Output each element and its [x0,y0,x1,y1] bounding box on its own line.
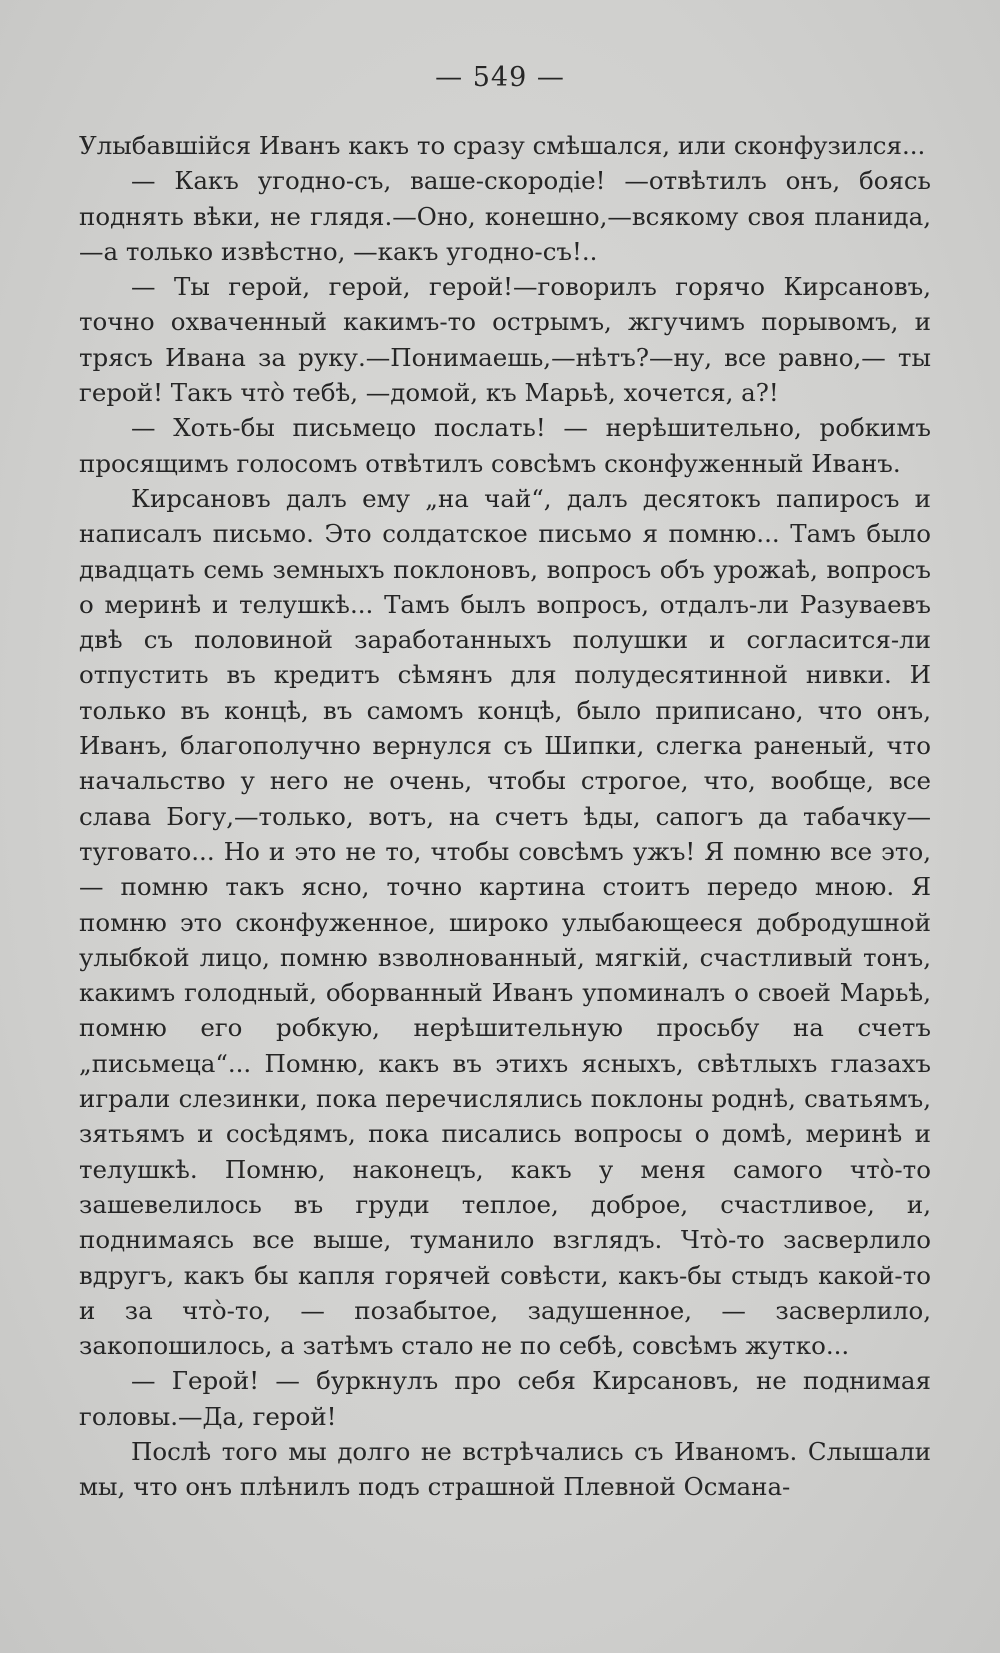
paragraph-3: — Ты герой, герой, герой!—говорилъ горячо Кирсановъ, точно охваченный какимъ-то острымъ, жгучимъ порывомъ, и трясъ Ивана за руку.—Понимаешь,—нѣтъ?—ну, все равно,— ты герой! Такъ что̀ тебѣ, —домой, къ Марьѣ, хочется, а?! [79,272,931,408]
paragraph-1: Улыбавшійся Иванъ какъ то сразу смѣшался, или сконфузился... [79,131,926,160]
paragraph-4: — Хоть-бы письмецо послать! — нерѣшительно, робкимъ просящимъ голосомъ отвѣтилъ совсѣмъ сконфуженный Иванъ. [79,413,931,478]
body-text [79,128,931,1505]
page-number: — 549 — [435,62,565,93]
paragraph-5: Кирсановъ далъ ему „на чай“, далъ десятокъ папиросъ и написалъ письмо. Это солдатское письмо я помню... Тамъ было двадцать семь земныхъ поклоновъ, вопросъ объ урожаѣ, вопросъ о меринѣ и телушкѣ... Тамъ былъ вопросъ, отдалъ-ли Разуваевъ двѣ съ половиной заработанныхъ полушки и согласится-ли отпустить въ кредитъ сѣмянъ для полудесятинной нивки. И только въ концѣ, въ самомъ концѣ, было приписано, что онъ, Иванъ, благополучно вернулся съ Шипки, слегка раненый, что начальство у него не очень, чтобы строгое, что, вообще, все слава Богу,—только, вотъ, на счетъ ѣды, сапогъ да табачку—туговато... Но и это не то, чтобы совсѣмъ ужъ! Я помню все это, — помню такъ ясно, точно картина стоитъ передо мною. Я помню это сконфуженное, широко улыбающееся добродушной улыбкой лицо, помню взволнованный, мягкій, счастливый тонъ, какимъ голодный, оборванный Иванъ упоминалъ о своей Марьѣ, помню его робкую, нерѣшительную просьбу на счетъ „письмеца“... Помню, какъ въ этихъ ясныхъ, свѣтлыхъ глазахъ играли слезинки, пока перечислялись поклоны роднѣ, сватьямъ, зятьямъ и сосѣдямъ, пока писались вопросы о домѣ, меринѣ и телушкѣ. Помню, наконецъ, какъ у меня самого что̀-то зашевелилось въ груди теплое, доброе, счастливое, и, поднимаясь все выше, туманило взглядъ. Что̀-то засверлило вдругъ, какъ бы капля горячей совѣсти, какъ-бы стыдъ какой-то и за что̀-то, — позабытое, задушенное, — засверлило, закопошилось, а затѣмъ стало не по себѣ, совсѣмъ жутко... [79,483,931,1361]
paragraph-6: — Герой! — буркнулъ про себя Кирсановъ, не поднимая головы.—Да, герой! [79,1366,931,1431]
paragraph-7: Послѣ того мы долго не встрѣчались съ Иваномъ. Слышали мы, что онъ плѣнилъ подъ страшной Плевной Османа- [79,1436,931,1502]
paragraph-2: — Какъ угодно-съ, ваше-скородіе! —отвѣтилъ онъ, боясь поднять вѣки, не глядя.—Оно, конешно,—всякому своя планида,—а только извѣстно, —какъ угодно-съ!.. [79,166,931,266]
